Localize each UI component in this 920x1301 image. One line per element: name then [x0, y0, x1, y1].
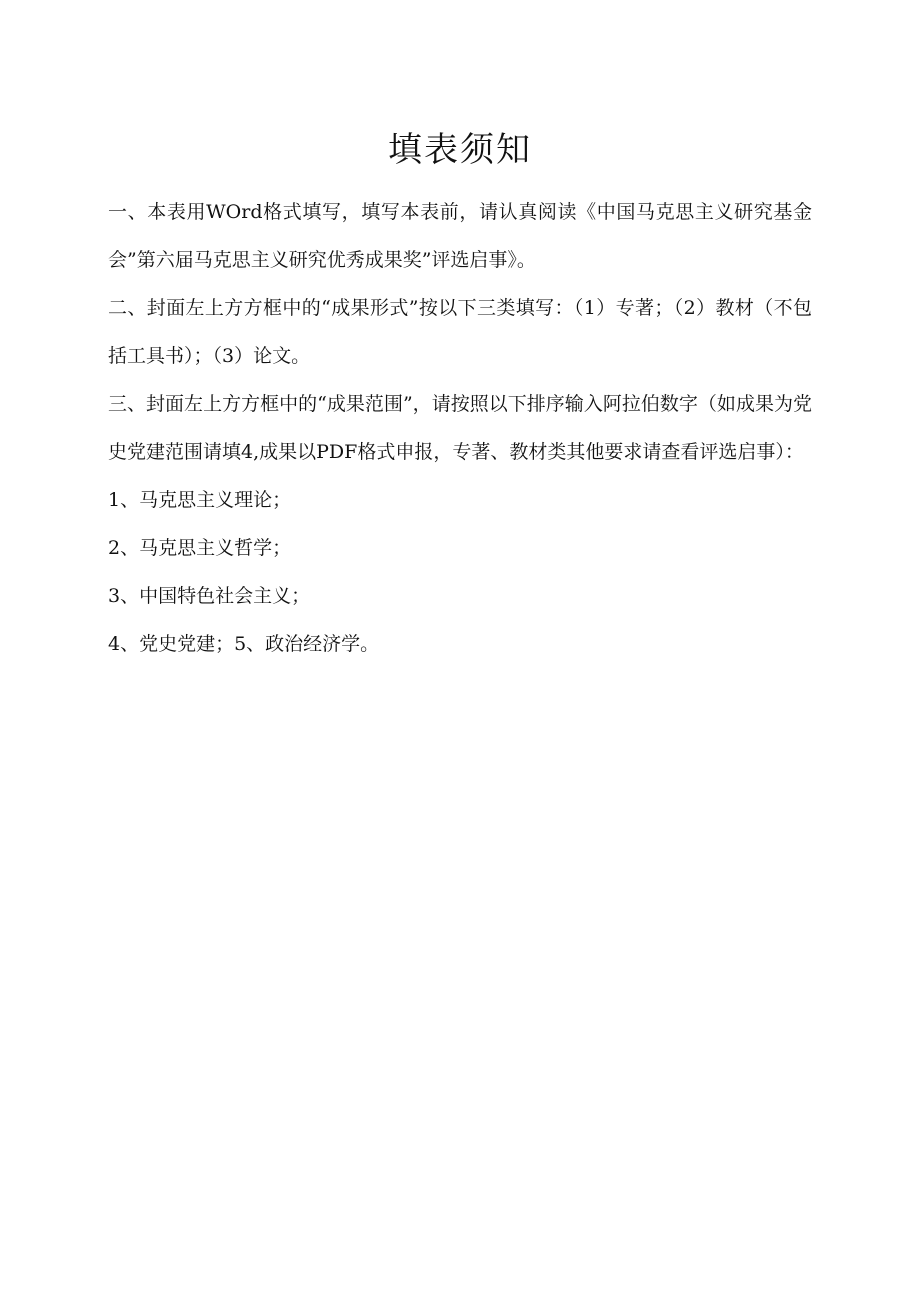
list-item: 3、中国特色社会主义；	[108, 585, 311, 607]
instruction-paragraph-3: 三、封面左上方方框中的“成果范围”，请按照以下排序输入阿拉伯数字（如成果为党史党建范围请填4,成果以PDF格式申报，专著、教材类其他要求请查看评选启事）：	[108, 393, 812, 463]
list-item: 4、党史党建；5、政治经济学。	[108, 633, 380, 655]
document-title: 填表须知	[388, 130, 532, 170]
list-item: 2、马克思主义哲学；	[108, 537, 292, 559]
list-item: 1、马克思主义理论；	[108, 489, 292, 511]
document-body	[108, 188, 812, 668]
instruction-paragraph-1: 一、本表用WOrd格式填写，填写本表前，请认真阅读《中国马克思主义研究基金会”第六届马克思主义研究优秀成果奖”评选启事》。	[108, 201, 812, 271]
instruction-paragraph-2: 二、封面左上方方框中的“成果形式”按以下三类填写：（1）专著；（2）教材（不包括工具书）；（3）论文。	[108, 297, 812, 367]
